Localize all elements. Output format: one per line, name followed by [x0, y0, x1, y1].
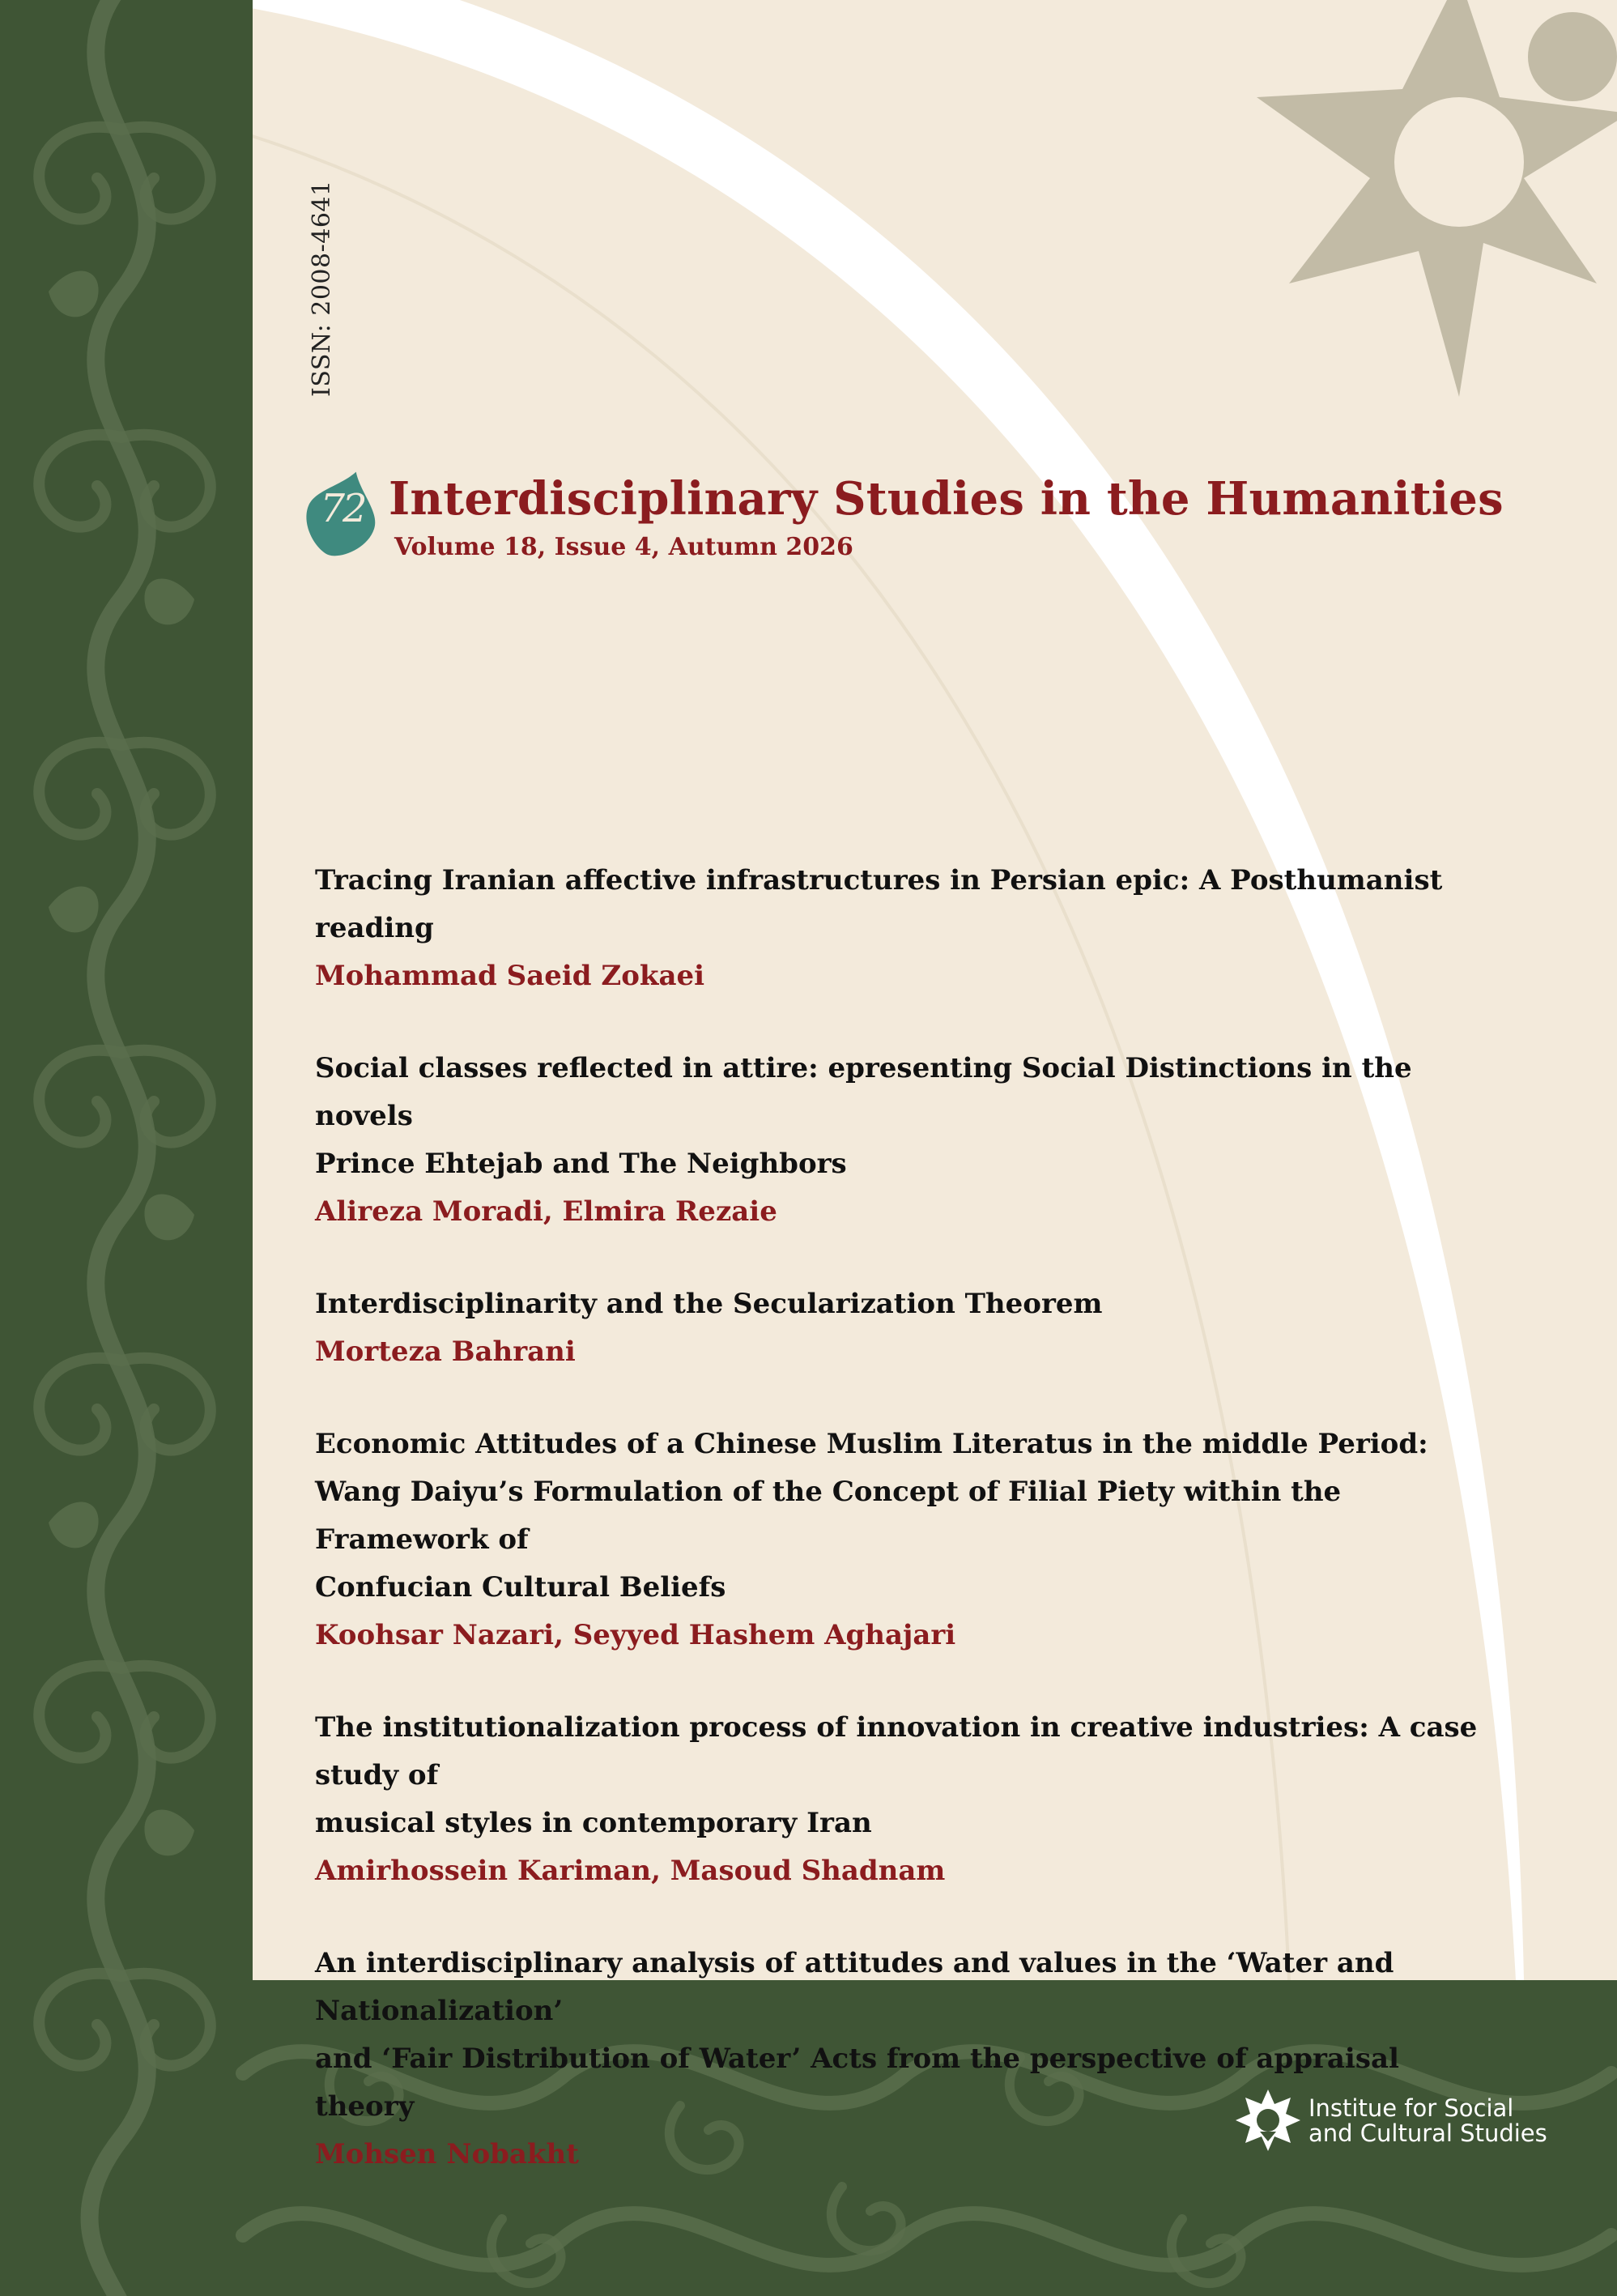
article-title-line: Wang Daiyu’s Formulation of the Concept of Filial Piety within the Framework of	[315, 1476, 1342, 1556]
issue-number-badge	[306, 468, 379, 559]
article-entry	[315, 1045, 1505, 1236]
article-title-line: An interdisciplinary analysis of attitudes and values in the ‘Water and Nationalization’	[315, 1947, 1394, 2027]
article-title-line: and ‘Fair Distribution of Water’ Acts from the perspective of appraisal theory	[315, 2043, 1399, 2123]
article-authors: Alireza Moradi, Elmira Rezaie	[315, 1195, 777, 1228]
publisher-name-line: Institue for Social	[1308, 2094, 1514, 2122]
article-entry	[315, 1280, 1505, 1376]
article-entry	[315, 857, 1505, 1000]
article-entry	[315, 1704, 1505, 1895]
star-flower-logo-icon	[1236, 2089, 1300, 2154]
article-title	[315, 857, 1505, 952]
article-title	[315, 1045, 1505, 1188]
star-emblem-icon	[1257, 0, 1617, 397]
article-title-line: Prince Ehtejab and The Neighbors	[315, 1148, 847, 1180]
publisher-name	[1308, 2096, 1547, 2146]
article-title-line: Economic Attitudes of a Chinese Muslim Literatus in the middle Period:	[315, 1428, 1428, 1460]
publisher-logo	[1236, 2085, 1547, 2158]
publisher-name-line: and Cultural Studies	[1308, 2119, 1547, 2147]
article-authors: Mohammad Saeid Zokaei	[315, 960, 705, 992]
table-of-contents	[315, 857, 1505, 2223]
issue-number: 72	[320, 486, 365, 531]
article-title	[315, 1704, 1505, 1847]
article-title	[315, 1421, 1505, 1612]
article-title-line: The institutionalization process of innovation in creative industries: A case study of	[315, 1711, 1478, 1791]
article-title-line: Tracing Iranian affective infrastructures in Persian epic: A Posthumanist reading	[315, 864, 1443, 944]
journal-title: Interdisciplinary Studies in the Humanities	[389, 472, 1504, 526]
article-entry	[315, 1421, 1505, 1659]
issn-number: ISSN: 2008-4641	[308, 180, 336, 397]
volume-line: Volume 18, Issue 4, Autumn 2026	[394, 533, 853, 561]
article-title-line: Social classes reflected in attire: epresenting Social Distinctions in the novels	[315, 1052, 1412, 1132]
article-title	[315, 1280, 1505, 1328]
article-authors: Koohsar Nazari, Seyyed Hashem Aghajari	[315, 1619, 956, 1651]
article-authors: Mohsen Nobakht	[315, 2138, 579, 2170]
article-title-line: Interdisciplinarity and the Secularization Theorem	[315, 1288, 1103, 1320]
article-authors: Morteza Bahrani	[315, 1335, 576, 1368]
article-title-line: Confucian Cultural Beliefs	[315, 1571, 726, 1604]
article-authors: Amirhossein Kariman, Masoud Shadnam	[315, 1855, 946, 1887]
article-title-line: musical styles in contemporary Iran	[315, 1807, 872, 1839]
